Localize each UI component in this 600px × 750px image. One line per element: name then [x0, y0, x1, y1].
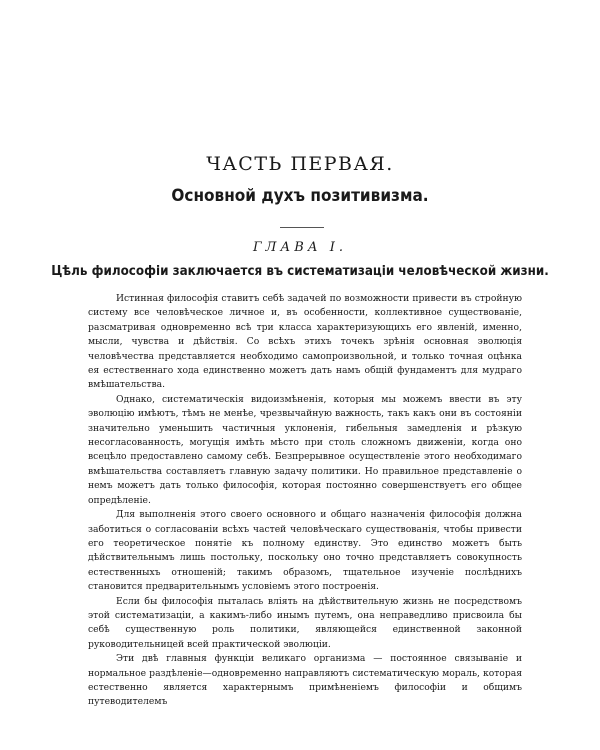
paragraph: Эти двѣ главныя функціи великаго организма — постоянное связываніе и нормальное раздѣленіе—одновременно направляютъ систематическую мораль, которая естественно является характернымъ примѣненіемъ философіи и общимъ путеводителемъ [88, 653, 522, 708]
part-subtitle: Основной духъ позитивизма. [171, 186, 429, 206]
body-text [88, 292, 522, 710]
chapter-label: ГЛАВА I. [252, 240, 348, 255]
chapter-title: Цѣль философіи заключается въ систематизаціи человѣческой жизни. [51, 264, 549, 279]
part-title: ЧАСТЬ ПЕРВАЯ. [206, 153, 394, 175]
paragraph: Однако, систематическія видоизмѣненія, которыя мы можемъ ввести въ эту эволюцію имѣютъ, тѣмъ не менѣе, чрезвычайную важность, такъ какъ они въ состояніи значительно уменьшить частичныя уклоненія, гибельныя замедленія и рѣзкую несогласованность, могущія имѣть мѣсто при столь сложномъ движеніи, когда оно всецѣло предоставлено самому себѣ. Безпрерывное осуществленіе этого необходимаго вмѣшательства составляетъ главную задачу политики. Но правильное представленіе о немъ можетъ дать только философія, которая постоянно совершенствуетъ его общее опредѣленіе. [88, 393, 522, 506]
divider-rule [280, 227, 324, 228]
paragraph: Для выполненія этого своего основного и общаго назначенія философія должна заботиться о согласованіи всѣхъ частей человѣческаго существованія, чтобы привести его теоретическое понятіе къ полному единству. Это единство можетъ быть дѣйствительнымъ лишь постольку, поскольку оно точно представляетъ совокупность естественныхъ отношеній; такимъ образомъ, тщательное изученіе послѣднихъ становится предварительнымъ условіемъ этого построенія. [88, 509, 522, 593]
paragraph: Если бы философія пыталась вліять на дѣйствительную жизнь не посредствомъ этой систематизаціи, а какимъ-либо инымъ путемъ, она неправедливо присвоила бы себѣ существенную роль политики, являющейся единственной законной руководительницей всей практической эволюціи. [88, 595, 522, 650]
paragraph: Истинная философія ставитъ себѣ задачей по возможности привести въ стройную систему все человѣческое личное и, въ особенности, коллективное существованіе, разсматривая одновременно всѣ три класса характеризующихъ его явленій, именно, мысли, чувства и дѣйствія. Со всѣхъ этихъ точекъ зрѣнія основная эволюція человѣчества представляется необходимо самопроизвольной, и только точная оцѣнка ея естественнаго хода единственно можетъ дать намъ общій фундаментъ для мудраго вмѣшательства. [88, 293, 522, 391]
